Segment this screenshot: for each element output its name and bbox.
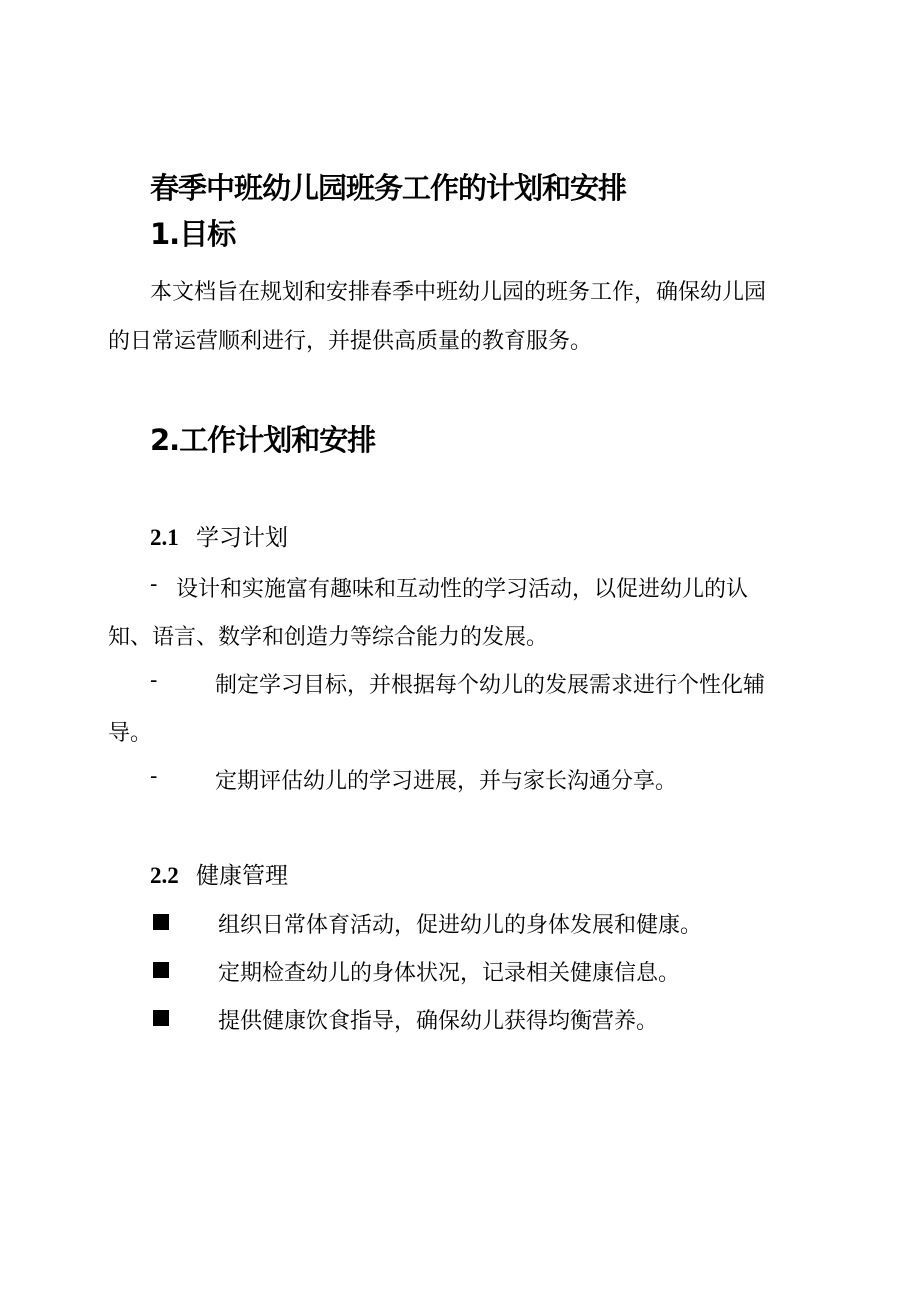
square-bullet-icon: [153, 962, 169, 978]
learning-item-2-line2: 导。: [108, 721, 153, 746]
learning-item-2-line1: 制定学习目标，并根据每个幼儿的发展需求进行个性化辅: [215, 673, 766, 698]
health-item-1: 组织日常体育活动，促进幼儿的身体发展和健康。: [218, 913, 703, 938]
goals-paragraph: [108, 268, 808, 366]
learning-item-1-line1: 设计和实施富有趣味和互动性的学习活动，以促进幼儿的认: [176, 577, 749, 602]
dash-bullet: -: [150, 572, 158, 597]
learning-item-1-line2: 知、语言、数学和创造力等综合能力的发展。: [108, 625, 549, 650]
goals-paragraph-line2: 的日常运营顺利进行，并提供高质量的教育服务。: [108, 329, 593, 354]
document-title: 春季中班幼儿园班务工作的计划和安排: [150, 171, 627, 205]
subsection-number: 2.1: [150, 525, 179, 550]
subsection-heading-health: [150, 860, 288, 892]
health-item-2: 定期检查幼儿的身体状况，记录相关健康信息。: [218, 961, 681, 986]
square-bullet-icon: [153, 1010, 169, 1026]
subsection-label: 学习计划: [196, 525, 288, 551]
dash-bullet: -: [150, 668, 158, 693]
health-item-3: 提供健康饮食指导，确保幼儿获得均衡营养。: [218, 1009, 659, 1034]
section-heading-plan: 2.工作计划和安排: [150, 423, 376, 457]
subsection-label: 健康管理: [196, 863, 288, 889]
learning-item-3-line1: 定期评估幼儿的学习进展，并与家长沟通分享。: [215, 769, 678, 794]
section-heading-goals: 1.目标: [150, 217, 236, 251]
goals-paragraph-line1: 本文档旨在规划和安排春季中班幼儿园的班务工作，确保幼儿园: [150, 280, 767, 305]
dash-bullet: -: [150, 764, 158, 789]
subsection-number: 2.2: [150, 863, 179, 888]
square-bullet-icon: [153, 914, 169, 930]
subsection-heading-learning: [150, 522, 288, 554]
